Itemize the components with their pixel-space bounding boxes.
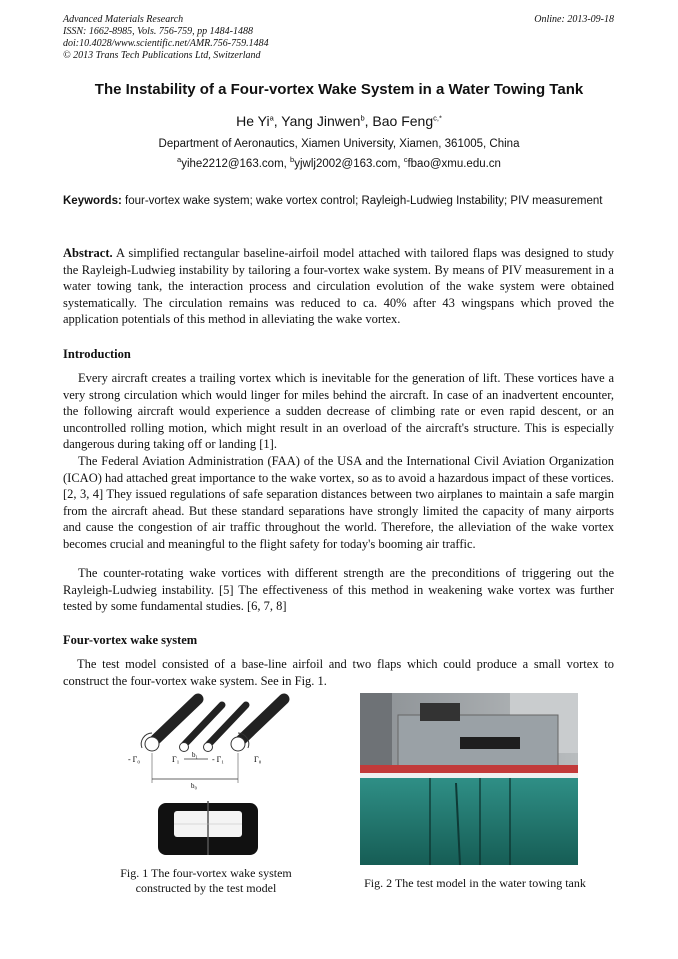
keywords: [63, 194, 614, 209]
keywords-text: four-vortex wake system; wake vortex control; Rayleigh-Ludwieg Instability; PIV measurement: [125, 195, 603, 207]
email-list: $^a$yihe2212@163.com, $^b$yjwlj2002@163.com, $^c$fbao@xmu.edu.cn: [177, 155, 501, 170]
abstract: [63, 245, 614, 328]
label-b1: b₁: [192, 751, 198, 759]
vortex-core: [231, 737, 245, 751]
label-minus-gamma1: - Γ₁: [212, 755, 225, 764]
label-minus-gamma0: - Γ₀: [128, 755, 141, 764]
online-date: Online: 2013-09-18: [534, 14, 614, 25]
journal-name: Advanced Materials Research: [63, 14, 184, 25]
label-b0: b₀: [191, 782, 197, 790]
author-sup: c,*: [433, 113, 442, 123]
label-gamma1: Γ₁: [172, 755, 180, 764]
tank-rail: [360, 765, 578, 773]
doi-line: doi:10.4028/www.scientific.net/AMR.756-759.1484: [63, 38, 269, 49]
journal-header: [63, 14, 269, 62]
abstract-label: Abstract.: [63, 246, 113, 260]
keywords-label: Keywords:: [63, 195, 122, 207]
author-sup: b: [360, 113, 365, 123]
copyright-line: © 2013 Trans Tech Publications Ltd, Switzerland: [63, 50, 261, 61]
email-link[interactable]: yjwlj2002@163.com: [294, 158, 398, 170]
paragraph: The Federal Aviation Administration (FAA) of the USA and the International Civil Aviation Organization (ICAO) had attached great importance to the wake vortex, so as to avoid a hazardous impact of these vortices. [2, 3, 4] They issued regulations of safe separation distances between two airplanes to maintain a safe margin from the aircraft ahead. But these standard separations have strongly limited the capacity of many airports and cause the congestion of air traffic throughout the world. Therefore, the alleviation of the wake vortex becomes crucial and meaningful to the flight safety for today's booming air traffic.: [63, 454, 614, 551]
author-name: Bao Feng: [372, 113, 434, 129]
figure-2-caption: Fig. 2 The test model in the water towing tank: [364, 876, 586, 890]
author-list: He Yi$^a$, Yang Jinwen$^b$, Bao Feng$^{c,*}$: [236, 113, 442, 129]
tank-water: [360, 778, 578, 865]
four-vortex-diagram: [128, 693, 298, 861]
paragraph: Every aircraft creates a trailing vortex which is inevitable for the generation of lift. These vortices have a very strong circulation which would linger for miles behind the aircraft. In case of an inadvertent encounter, the following aircraft would experience a sudden decrease of climbing rate or even rapid descent, or an uncontrolled rolling motion, which might result in an overload of the aircraft's structure. This is especially dangerous during taking off or landing [1].: [63, 371, 614, 452]
abstract-text: A simplified rectangular baseline-airfoil model attached with tailored flaps was designed to study the Rayleigh-Ludwieg instability by tailoring a four-vortex wake system. By means of PIV measurement in a water towing tank, the interaction process and circulation evolution of the wake system were obtained systematically. The circulation remains was reduced to ca. 40% after 43 wingspans which proved the application potentials of this method in alleviating the wake vortex.: [63, 246, 615, 326]
author-name: Yang Jinwen: [281, 113, 361, 129]
email-link[interactable]: yihe2212@163.com: [181, 158, 284, 170]
figure-2-photo: [360, 693, 578, 865]
paragraph: The test model consisted of a base-line airfoil and two flaps which could produce a small vortex to construct the four-vortex wake system. See in Fig. 1.: [63, 657, 614, 688]
issn-line: ISSN: 1662-8985, Vols. 756-759, pp 1484-1488: [63, 26, 253, 37]
label-gamma0: Γ₀: [254, 755, 262, 764]
email-link[interactable]: fbao@xmu.edu.cn: [407, 158, 501, 170]
paragraph: The counter-rotating wake vortices with different strength are the preconditions of triggering out the Rayleigh-Ludwieg instability. [5] The effectiveness of this method in weakening wake vortex was further tested by some fundamental studies. [6, 7, 8]: [63, 566, 614, 614]
vortex-core: [204, 743, 213, 752]
affiliation: Department of Aeronautics, Xiamen University, Xiamen, 361005, China: [158, 138, 520, 150]
author-sup: a: [269, 113, 274, 123]
paper-title: The Instability of a Four-vortex Wake System in a Water Towing Tank: [94, 81, 584, 98]
figure-1-caption: Fig. 1 The four-vortex wake system constructed by the test model: [120, 866, 292, 895]
vortex-core: [180, 743, 189, 752]
section-heading-four-vortex: Four-vortex wake system: [63, 633, 198, 647]
section-heading-introduction: Introduction: [63, 347, 131, 361]
towing-tank-photo: [360, 693, 578, 865]
author-name: He Yi: [236, 113, 270, 129]
vortex-core: [145, 737, 159, 751]
figure-1-schematic: [128, 693, 298, 861]
